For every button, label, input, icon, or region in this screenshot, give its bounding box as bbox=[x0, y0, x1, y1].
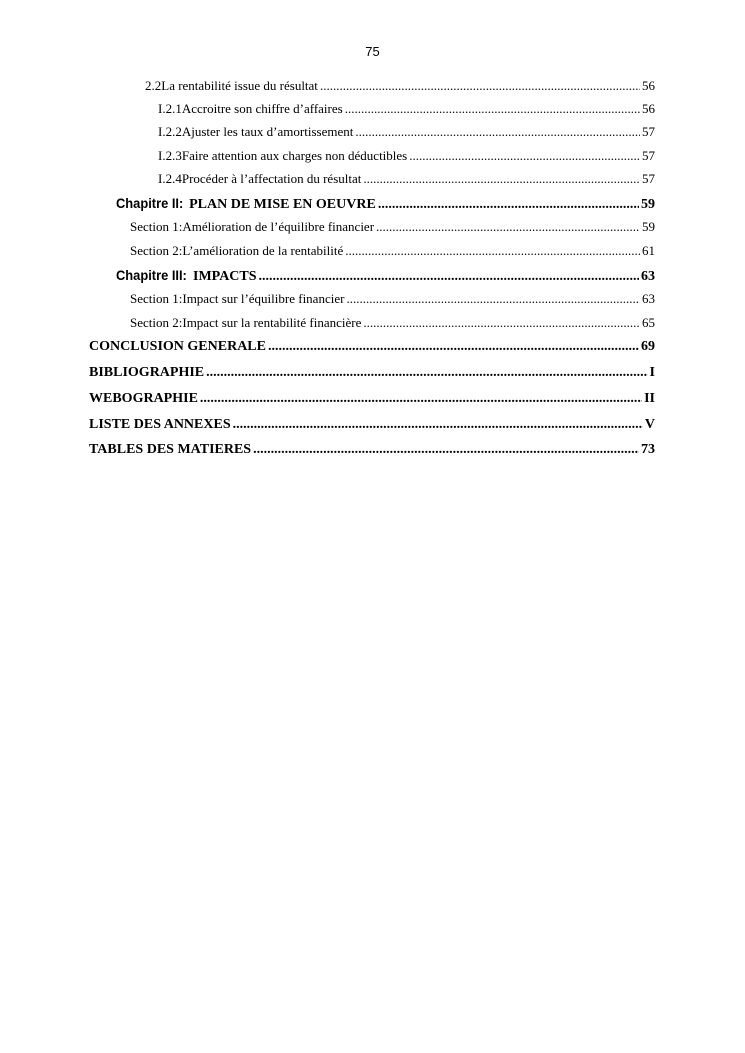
toc-main-entry[interactable] bbox=[89, 442, 655, 458]
toc-leader-dots bbox=[345, 243, 640, 259]
toc-entry-page: I bbox=[649, 365, 655, 380]
toc-entry-number: I.2.2 bbox=[158, 124, 182, 139]
toc-entry-page: 69 bbox=[641, 339, 655, 354]
toc-chapter-label: Chapitre II: bbox=[116, 195, 184, 211]
toc-entry-page: 57 bbox=[642, 124, 655, 139]
toc-entry[interactable] bbox=[130, 243, 655, 259]
toc-entry-number: I.2.3 bbox=[158, 148, 182, 163]
toc-entry-title: Procéder à l’affectation du résultat bbox=[181, 171, 362, 186]
toc-entry-title: Ajuster les taux d’amortissement bbox=[181, 124, 354, 139]
toc-entry-title: La rentabilité issue du résultat bbox=[161, 78, 318, 93]
toc-entry-title: Impact sur la rentabilité financière bbox=[182, 315, 362, 330]
toc-entry-title: Amélioration de l’équilibre financier bbox=[182, 219, 375, 234]
toc-entry-title: Faire attention aux charges non déductibles bbox=[181, 148, 408, 163]
toc-entry[interactable] bbox=[130, 291, 655, 307]
toc-main-entry[interactable] bbox=[89, 391, 655, 407]
toc-leader-dots bbox=[363, 315, 640, 331]
toc-leader-dots bbox=[345, 101, 640, 117]
toc-entry-title: BIBLIOGRAPHIE bbox=[89, 365, 205, 380]
toc-leader-dots bbox=[346, 291, 640, 307]
toc-entry-number: 2.2 bbox=[145, 78, 162, 93]
toc-entry-number: Section 2: bbox=[130, 243, 183, 258]
toc-leader-dots bbox=[253, 442, 639, 458]
toc-leader-dots bbox=[363, 171, 640, 187]
toc-leader-dots bbox=[259, 269, 639, 285]
toc-entry-title: PLAN DE MISE EN OEUVRE bbox=[189, 197, 376, 212]
toc-entry-page: 57 bbox=[642, 148, 655, 163]
toc-entry-title: CONCLUSION GENERALE bbox=[89, 339, 266, 354]
toc-entry-page: 59 bbox=[642, 219, 655, 234]
toc-main-entry[interactable] bbox=[89, 339, 655, 355]
toc-entry-page: 59 bbox=[641, 197, 655, 212]
toc-leader-dots bbox=[355, 124, 640, 140]
toc-entry[interactable] bbox=[158, 101, 655, 117]
toc-entry-title: LISTE DES ANNEXES bbox=[89, 417, 231, 432]
toc-entry-title: L’amélioration de la rentabilité bbox=[182, 243, 344, 258]
toc-entry-page: II bbox=[644, 391, 655, 406]
toc-entry[interactable] bbox=[158, 171, 655, 187]
toc-chapter-entry[interactable] bbox=[116, 195, 655, 213]
toc-entry[interactable] bbox=[158, 124, 655, 140]
toc-entry-page: 63 bbox=[642, 291, 655, 306]
toc-main-entry[interactable] bbox=[89, 365, 655, 381]
toc-entry[interactable] bbox=[158, 148, 655, 164]
toc-leader-dots bbox=[378, 197, 639, 213]
toc-entry-page: 57 bbox=[642, 171, 655, 186]
toc-entry[interactable] bbox=[145, 78, 655, 94]
toc-entry-page: 61 bbox=[642, 243, 655, 258]
toc-entry-number: Section 1: bbox=[130, 219, 183, 234]
toc-entry-title: Accroitre son chiffre d’affaires bbox=[181, 101, 343, 116]
toc-entry-page: 63 bbox=[641, 269, 655, 284]
toc-main-entry[interactable] bbox=[89, 417, 655, 433]
toc-entry-page: 56 bbox=[642, 101, 655, 116]
toc-chapter-label: Chapitre III: bbox=[116, 267, 187, 283]
toc-entry-title: IMPACTS bbox=[193, 269, 257, 284]
toc-leader-dots bbox=[200, 391, 642, 407]
toc-entry-number: Section 1: bbox=[130, 291, 183, 306]
toc-entry-title: WEBOGRAPHIE bbox=[89, 391, 198, 406]
toc-entry-page: V bbox=[644, 417, 655, 432]
toc-entry-number: I.2.4 bbox=[158, 171, 182, 186]
toc-leader-dots bbox=[376, 219, 640, 235]
toc-leader-dots bbox=[268, 339, 639, 355]
toc-entry-title: Impact sur l’équilibre financier bbox=[182, 291, 345, 306]
toc-leader-dots bbox=[409, 148, 640, 164]
toc-entry[interactable] bbox=[130, 315, 655, 331]
toc-entry-page: 65 bbox=[642, 315, 655, 330]
toc-entry-number: I.2.1 bbox=[158, 101, 182, 116]
toc-entry-title: TABLES DES MATIERES bbox=[89, 442, 252, 457]
toc-chapter-entry[interactable] bbox=[116, 267, 655, 285]
toc-leader-dots bbox=[233, 417, 643, 433]
toc-entry-page: 73 bbox=[641, 442, 655, 457]
toc-entry[interactable] bbox=[130, 219, 655, 235]
toc-leader-dots bbox=[320, 78, 640, 94]
toc-entry-number: Section 2: bbox=[130, 315, 183, 330]
toc-entry-page: 56 bbox=[642, 78, 655, 93]
page-number: 75 bbox=[365, 44, 380, 59]
toc-leader-dots bbox=[206, 365, 647, 381]
